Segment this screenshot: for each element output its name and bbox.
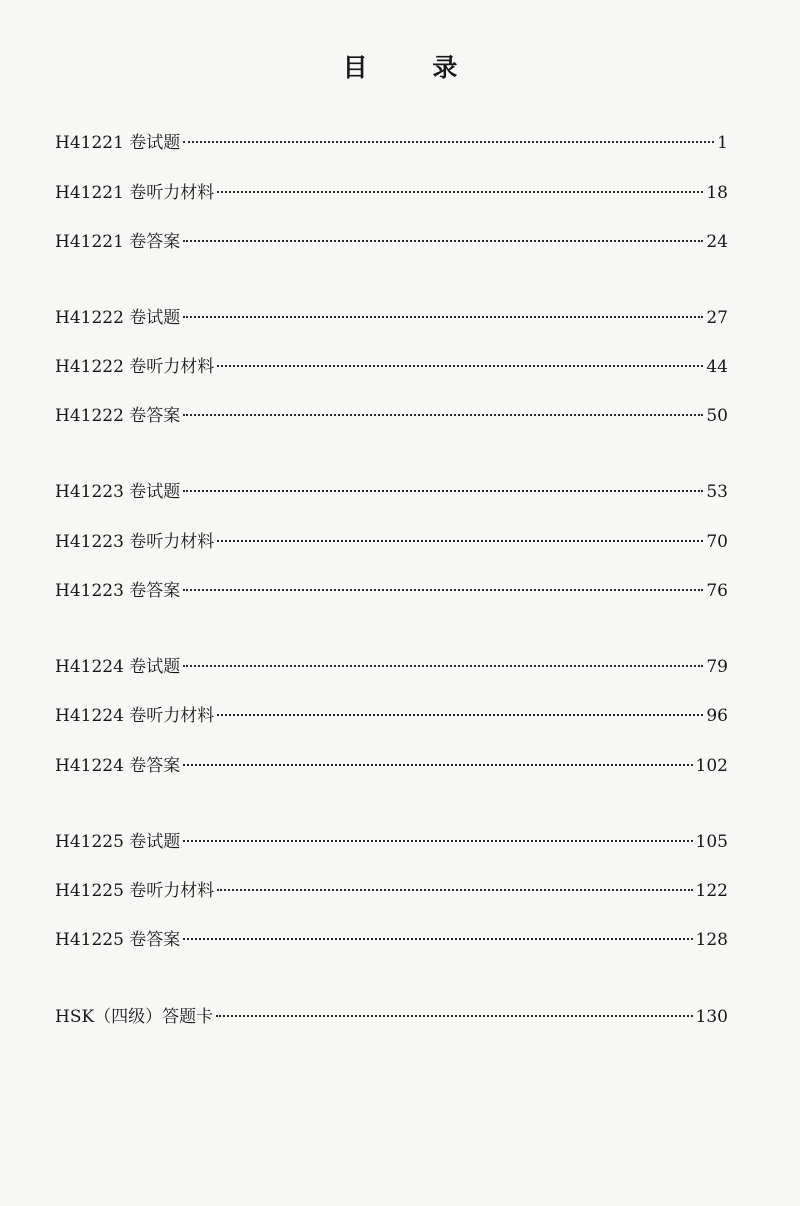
toc-entry-label: H41222 卷听力材料 (55, 357, 215, 377)
toc-entry[interactable] (55, 180, 728, 206)
dot-leader (217, 540, 703, 542)
dot-leader (217, 365, 703, 367)
toc-entry-page: 122 (695, 881, 728, 901)
dot-leader (217, 714, 703, 716)
toc-entry[interactable] (55, 703, 728, 729)
toc-entry-page: 53 (706, 482, 728, 502)
toc-entry-label: H41222 卷答案 (55, 406, 181, 426)
toc-entry[interactable] (55, 529, 728, 555)
toc-entry-label: H41224 卷试题 (55, 657, 181, 677)
toc-entry-page: 102 (695, 756, 728, 776)
dot-leader (183, 665, 703, 667)
toc-entry[interactable] (55, 305, 728, 331)
toc-entry[interactable] (55, 229, 728, 255)
dot-leader (217, 191, 703, 193)
dot-leader (183, 141, 714, 143)
toc-entry[interactable] (55, 1004, 728, 1030)
dot-leader (217, 889, 692, 891)
toc-entry-page: 24 (706, 232, 728, 252)
toc-entry[interactable] (55, 927, 728, 953)
toc-entry-page: 79 (706, 657, 728, 677)
dot-leader (183, 240, 703, 242)
dot-leader (183, 490, 703, 492)
toc-entry-label: H41222 卷试题 (55, 308, 181, 328)
toc-entry[interactable] (55, 130, 728, 156)
toc-entry-label: H41223 卷听力材料 (55, 532, 215, 552)
dot-leader (183, 840, 692, 842)
toc-entry-label: HSK（四级）答题卡 (55, 1007, 214, 1027)
dot-leader (183, 764, 692, 766)
toc-entry-page: 70 (706, 532, 728, 552)
dot-leader (216, 1015, 692, 1017)
toc-entry-label: H41224 卷答案 (55, 756, 181, 776)
toc-entry[interactable] (55, 403, 728, 429)
toc-entry-label: H41225 卷听力材料 (55, 881, 215, 901)
toc-entry-page: 27 (706, 308, 728, 328)
toc-entry-label: H41221 卷听力材料 (55, 183, 215, 203)
toc-entry[interactable] (55, 878, 728, 904)
toc-entry-label: H41224 卷听力材料 (55, 706, 215, 726)
toc-entry[interactable] (55, 753, 728, 779)
toc-entry[interactable] (55, 654, 728, 680)
toc-entry-page: 105 (695, 832, 728, 852)
toc-entry-page: 1 (717, 133, 728, 153)
toc-entry-label: H41221 卷答案 (55, 232, 181, 252)
toc-entry-page: 96 (706, 706, 728, 726)
toc-entry-page: 128 (695, 930, 728, 950)
dot-leader (183, 316, 703, 318)
dot-leader (183, 589, 703, 591)
toc-entry[interactable] (55, 354, 728, 380)
toc-entry[interactable] (55, 829, 728, 855)
toc-entry-label: H41225 卷答案 (55, 930, 181, 950)
dot-leader (183, 938, 692, 940)
toc-entry[interactable] (55, 578, 728, 604)
toc-entry-page: 76 (706, 581, 728, 601)
toc-entry[interactable] (55, 479, 728, 505)
toc-entry-page: 44 (706, 357, 728, 377)
toc-entry-page: 50 (706, 406, 728, 426)
toc-entry-page: 130 (695, 1007, 728, 1027)
toc-entry-label: H41223 卷答案 (55, 581, 181, 601)
toc-entry-label: H41221 卷试题 (55, 133, 181, 153)
page-title: 目 录 (342, 53, 486, 82)
toc-entry-label: H41225 卷试题 (55, 832, 181, 852)
dot-leader (183, 414, 703, 416)
toc-entry-page: 18 (706, 183, 728, 203)
toc-entry-label: H41223 卷试题 (55, 482, 181, 502)
